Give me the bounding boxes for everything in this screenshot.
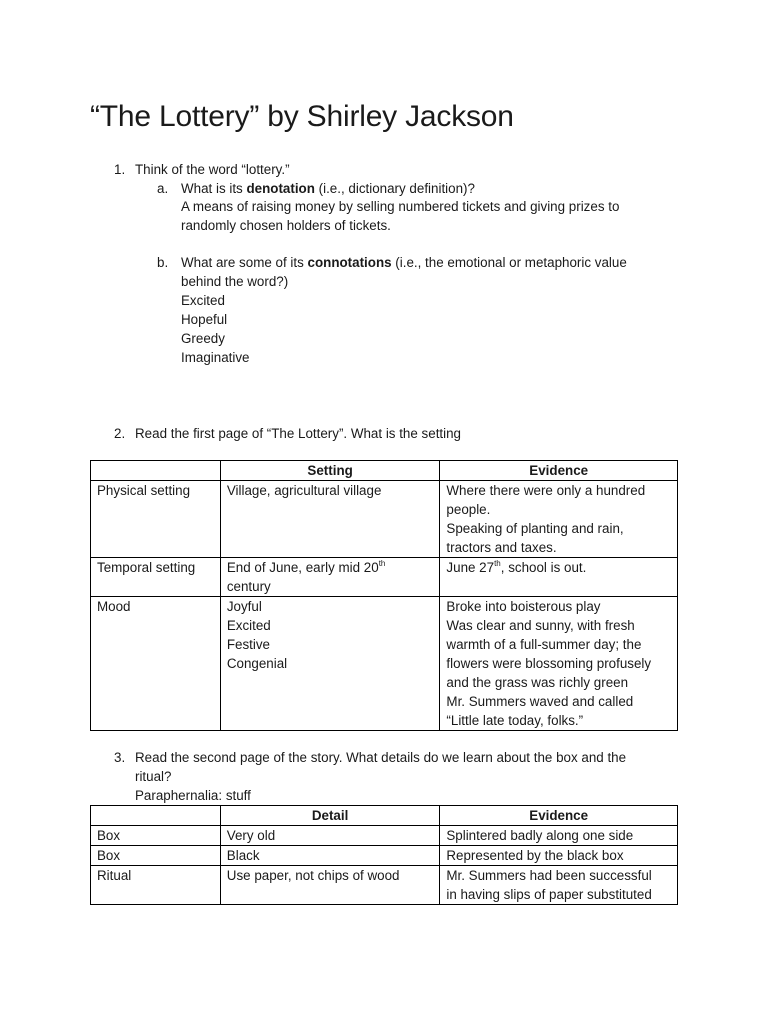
sub-question-text-line2: behind the word?) [181,274,289,289]
table-header-cell: Setting [220,461,440,481]
table-header-cell: Evidence [440,806,678,826]
evidence-cell: Represented by the black box [440,846,678,866]
sub-letter: a. [157,181,169,196]
table-header-row [91,461,678,481]
evidence-cell: Mr. Summers had been successful in having slips of paper substituted [440,866,678,905]
sub-question-text: What are some of its connotations (i.e., the emotional or metaphoric value [181,255,627,270]
table-row [91,481,678,558]
question-number: 3. [114,750,126,765]
evidence-cell: Where there were only a hundred people. Speaking of planting and rain, tractors and taxes. [440,481,678,558]
answer-line: Excited [181,293,225,308]
sub-question-text: What is its denotation (i.e., dictionary definition)? [181,181,475,196]
row-label: Mood [91,597,221,731]
question-text: Read the second page of the story. What details do we learn about the box and the [135,750,627,765]
detail-cell: Use paper, not chips of wood [220,866,440,905]
answer-line: Hopeful [181,312,228,327]
answer-line: randomly chosen holders of tickets. [181,218,391,233]
table-row [91,826,678,846]
detail-cell: Very old [220,826,440,846]
table-header-cell: Detail [220,806,440,826]
table-row [91,558,678,597]
row-label: Ritual [91,866,221,905]
row-label: Box [91,826,221,846]
answer-line: Imaginative [181,350,250,365]
table-header-cell [91,461,221,481]
table-header-row [91,806,678,826]
table-header-cell: Evidence [440,461,678,481]
row-label: Physical setting [91,481,221,558]
setting-cell: Joyful Excited Festive Congenial [220,597,440,731]
table-row [91,846,678,866]
question-note: Paraphernalia: stuff [135,788,251,803]
question-text: Think of the word “lottery.” [135,162,290,177]
question-text-line2: ritual? [135,769,172,784]
table-header-cell [91,806,221,826]
setting-cell: End of June, early mid 20th century [220,558,440,597]
setting-table [90,460,678,731]
question-number: 2. [114,426,126,441]
sub-letter: b. [157,255,169,270]
question-number: 1. [114,162,126,177]
table-row [91,597,678,731]
answer-line: Greedy [181,331,225,346]
page-title: “The Lottery” by Shirley Jackson [90,100,514,133]
evidence-cell: June 27th, school is out. [440,558,678,597]
question-text: Read the first page of “The Lottery”. What is the setting [135,426,461,441]
answer-line: A means of raising money by selling numbered tickets and giving prizes to [181,199,620,214]
row-label: Box [91,846,221,866]
detail-cell: Black [220,846,440,866]
table-row [91,866,678,905]
row-label: Temporal setting [91,558,221,597]
box-ritual-table [90,805,678,905]
evidence-cell: Splintered badly along one side [440,826,678,846]
setting-cell: Village, agricultural village [220,481,440,558]
evidence-cell: Broke into boisterous play Was clear and sunny, with fresh warmth of a full-summer day; the flowers were blossoming profusely and the grass was richly green Mr. Summers waved and called “Little late today, folks.” [440,597,678,731]
